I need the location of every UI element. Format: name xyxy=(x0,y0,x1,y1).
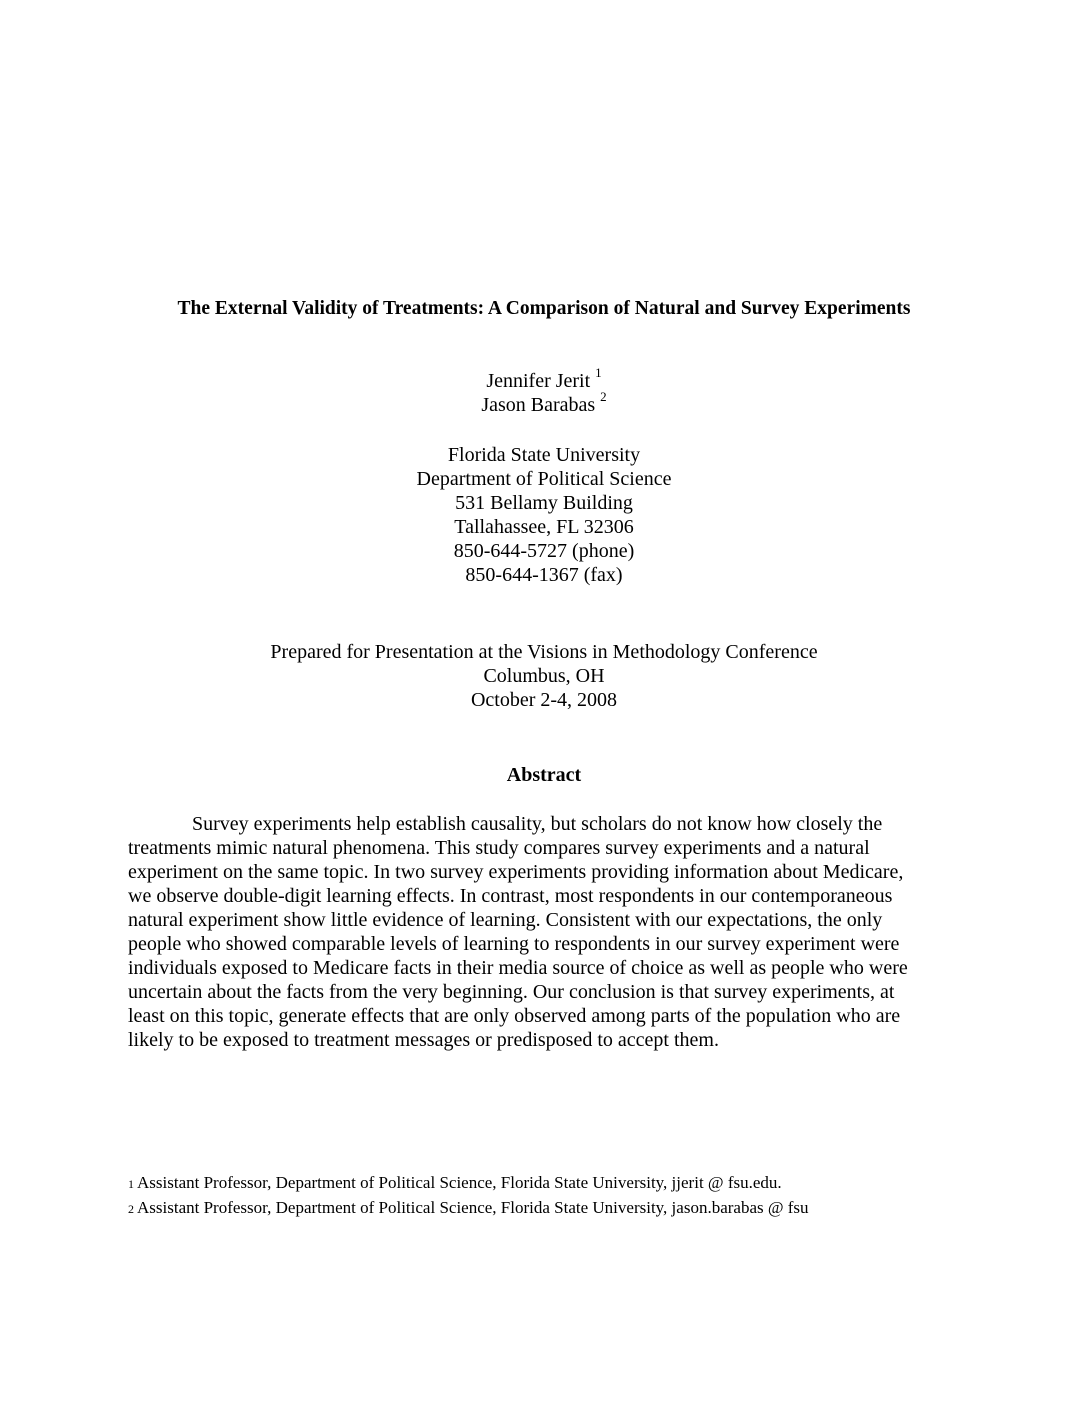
university-name: Florida State University xyxy=(447,444,641,466)
conference-block xyxy=(0,640,1088,712)
abstract-line: treatments mimic natural phenomena. This study compares survey experiments and a natural xyxy=(128,837,870,859)
abstract-line: Survey experiments help establish causality, but scholars do not know how closely the xyxy=(192,813,883,835)
footnote-1 xyxy=(128,1171,958,1196)
footnotes xyxy=(128,1171,958,1221)
author-line xyxy=(0,389,1088,417)
conference-location: Columbus, OH xyxy=(483,665,605,687)
city-state-zip: Tallahassee, FL 32306 xyxy=(454,516,634,538)
abstract-line: we observe double-digit learning effects. In contrast, most respondents in our contemporaneous xyxy=(128,885,893,907)
abstract-body xyxy=(128,812,958,1052)
footnote-marker: 2 xyxy=(128,1202,134,1216)
paper-title: The External Validity of Treatments: A Comparison of Natural and Survey Experiments xyxy=(177,298,911,319)
author-name: Jennifer Jerit xyxy=(486,370,591,392)
footnote-text: Assistant Professor, Department of Political Science, Florida State University, jason.barabas @ fsu xyxy=(137,1198,809,1217)
conference-name: Prepared for Presentation at the Visions in Methodology Conference xyxy=(270,641,818,663)
abstract-line: people who showed comparable levels of learning to respondents in our survey experiment were xyxy=(128,933,900,955)
phone-number: 850-644-5727 (phone) xyxy=(453,540,635,562)
street-address: 531 Bellamy Building xyxy=(455,492,633,514)
author-name: Jason Barabas xyxy=(481,394,596,416)
affiliation-block xyxy=(0,443,1088,587)
abstract-line: natural experiment show little evidence of learning. Consistent with our expectations, the only xyxy=(128,909,883,931)
fax-number: 850-644-1367 (fax) xyxy=(465,564,623,586)
abstract-line: uncertain about the facts from the very beginning. Our conclusion is that survey experiments, at xyxy=(128,981,895,1003)
footnote-marker: 1 xyxy=(595,365,602,381)
footnote-marker: 1 xyxy=(128,1177,134,1191)
footnote-marker: 2 xyxy=(600,389,607,405)
footnote-2 xyxy=(128,1196,958,1221)
abstract-heading: Abstract xyxy=(506,764,582,786)
author-list xyxy=(0,365,1088,417)
abstract-line: individuals exposed to Medicare facts in their media source of choice as well as people who were xyxy=(128,957,908,979)
footnote-text: Assistant Professor, Department of Political Science, Florida State University, jjerit @ fsu.edu. xyxy=(137,1173,782,1192)
abstract-line: least on this topic, generate effects that are only observed among parts of the population who are xyxy=(128,1005,901,1027)
department-name: Department of Political Science xyxy=(416,468,672,490)
abstract-line: likely to be exposed to treatment messages or predisposed to accept them. xyxy=(128,1029,719,1051)
abstract-line: experiment on the same topic. In two survey experiments providing information about Medicare, xyxy=(128,861,904,883)
conference-date: October 2-4, 2008 xyxy=(470,689,618,711)
author-line xyxy=(0,365,1088,393)
